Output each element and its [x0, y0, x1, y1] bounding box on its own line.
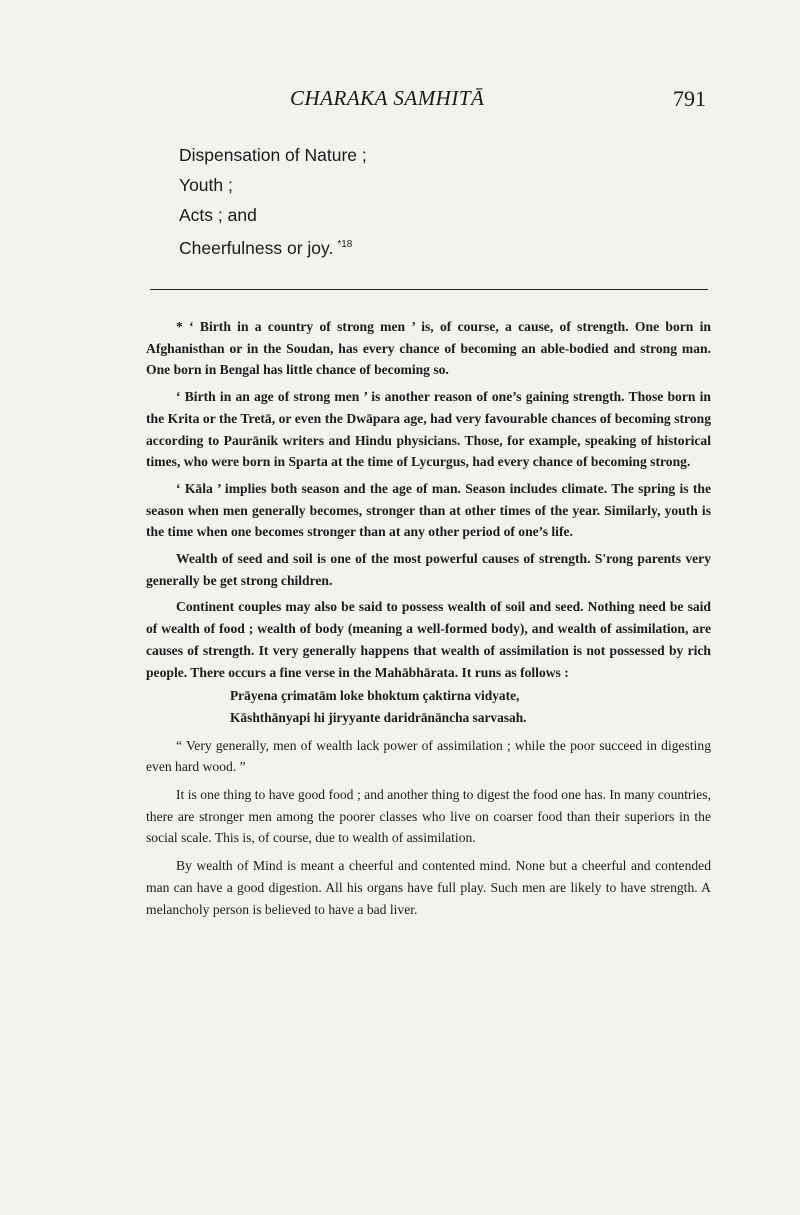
sanskrit-verse	[146, 685, 711, 728]
footnote-paragraph: It is one thing to have good food ; and another thing to digest the food one has. In many countries, there are stronger men among the poorer classes who live on coarser food than their superiors in the social scale. This is, of course, due to wealth of assimilation.	[146, 787, 711, 846]
footnote-paragraph: ‘ Kāla ’ implies both season and the age of man. Season includes climate. The spring is the season when men generally becomes, stronger than at other times of the year. Similarly, youth is the time when one becomes stronger than at any other period of one’s life.	[146, 480, 711, 540]
footnote-paragraph: By wealth of Mind is meant a cheerful and contented mind. None but a cheerful and contended man can have a good digestion. All his organs have full play. Such men are likely to have strength. A melancholy person is believed to have a bad liver.	[146, 858, 711, 917]
footnote-paragraph: Wealth of seed and soil is one of the most powerful causes of strength. S'rong parents very generally be get strong children.	[146, 551, 711, 588]
list-item: Youth ;	[179, 175, 233, 195]
running-title: CHARAKA SAMHITĀ	[290, 86, 485, 110]
footnote-paragraph: Continent couples may also be said to possess wealth of soil and seed. Nothing need be said of wealth of food ; wealth of body (meaning a well-formed body), and wealth of assimilation, are causes of strength. It very generally happens that wealth of assimilation is not possessed by rich people. There occurs a fine verse in the Mahābhārata. It runs as follows :	[146, 599, 711, 680]
footnote-divider	[150, 289, 708, 290]
list-item: Acts ; and	[179, 205, 257, 225]
list-item: Dispensation of Nature ;	[179, 145, 367, 165]
verse-line: Prāyena çrimatām loke bhoktum çaktirna vidyate,	[230, 688, 520, 704]
list-item-text: Cheerfulness or joy.	[179, 237, 334, 258]
list-item-last	[179, 230, 599, 263]
footnote-paragraph: “ Very generally, men of wealth lack power of assimilation ; while the poor succeed in digesting even hard wood. ”	[146, 737, 711, 775]
causes-list	[179, 140, 599, 263]
footnote-reference: *18	[337, 239, 353, 250]
verse-line: Kāshthānyapi hi jiryyante daridrānāncha sarvasah.	[230, 709, 527, 725]
footnote-paragraph: ‘ Birth in an age of strong men ’ is another reason of one’s gaining strength. Those born in the Krita or the Tretā, or even the Dwāpara age, had very favourable chances of becoming strong according to Paurānik writers and Hindu physicians. Those, for example, speaking of historical times, who were born in Sparta at the time of Lycurgus, had every chance of becoming strong.	[146, 389, 711, 470]
footnote-body	[146, 316, 711, 925]
footnote-paragraph: * ‘ Birth in a country of strong men ’ is, of course, a cause, of strength. One born in Afghanisthan or in the Soudan, has every chance of becoming an able-bodied and strong man. One born in Bengal has little chance of becoming so.	[146, 319, 711, 378]
page-number: 791	[673, 86, 706, 111]
page-header	[150, 86, 710, 116]
